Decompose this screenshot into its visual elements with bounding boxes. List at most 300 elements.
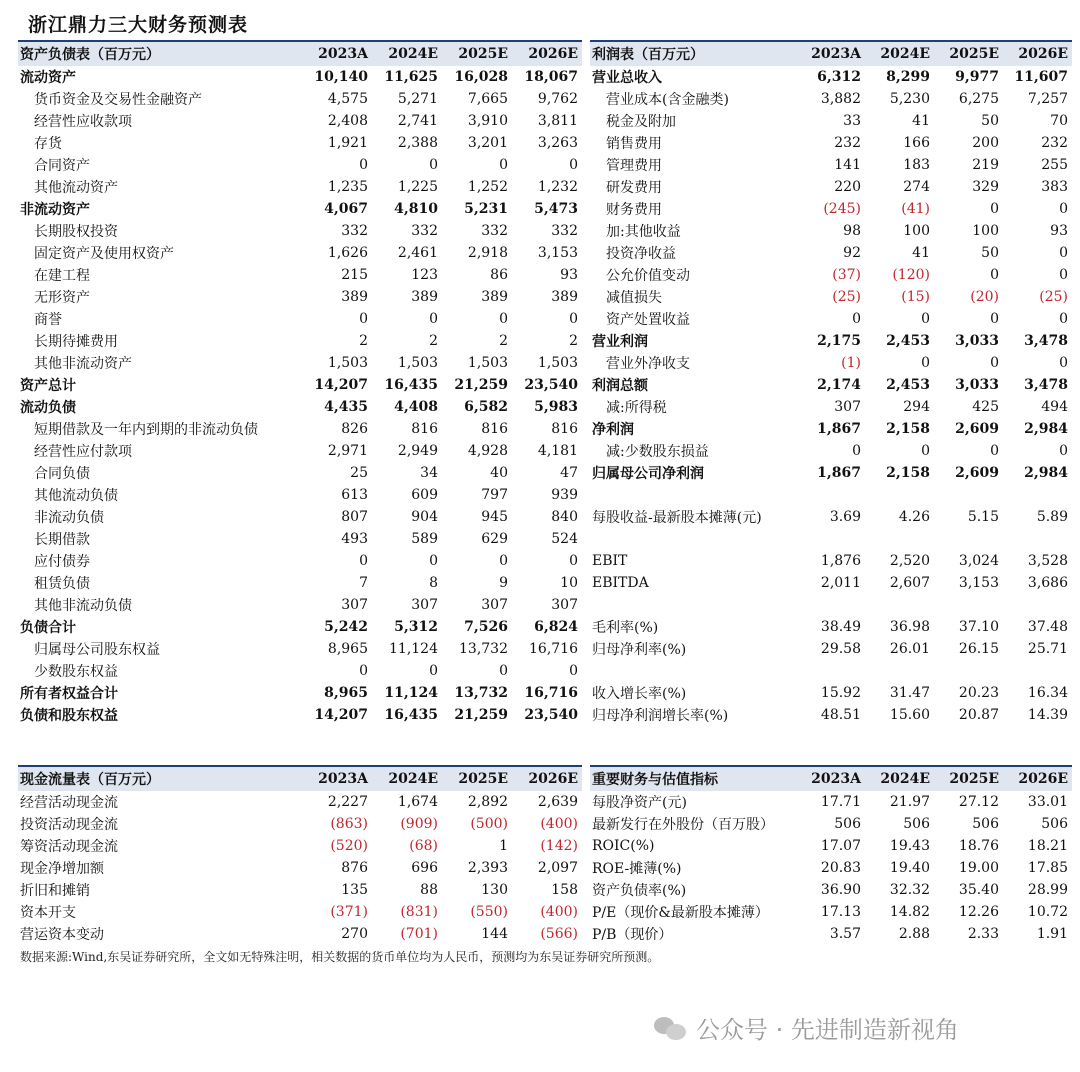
cell-value: 2 [359, 333, 368, 349]
cell-value: 274 [903, 179, 930, 195]
cell-value: 2,971 [327, 443, 368, 459]
cell-value: 0 [429, 157, 438, 173]
table-header-row [18, 41, 582, 66]
cell-value: 3.57 [829, 926, 861, 942]
cell-value [934, 594, 1003, 616]
table-row [18, 352, 582, 374]
cell-value: 17.71 [820, 794, 861, 810]
cell-value: 20.23 [958, 685, 999, 701]
table-row [590, 682, 1072, 704]
cell-value: 98 [843, 223, 861, 239]
cell-value: 9,977 [955, 69, 999, 85]
table-row [590, 813, 1072, 835]
cell-value: 5,271 [397, 91, 438, 107]
cell-value: 37.10 [958, 619, 999, 635]
cell-value: 36.90 [820, 882, 861, 898]
cell-value: 2,520 [889, 553, 930, 569]
balance-sheet-table [18, 40, 582, 726]
cell-value: 2,175 [817, 333, 861, 349]
cell-value: 13,732 [454, 685, 508, 701]
cell-value: 0 [499, 311, 508, 327]
cell-value: (701) [400, 926, 438, 942]
table-row [18, 264, 582, 286]
cell-value: 21.97 [889, 794, 930, 810]
cell-value: 2,097 [537, 860, 578, 876]
cell-value: 2,892 [467, 794, 508, 810]
table-title: 资产负债表（百万元） [18, 41, 302, 66]
table-row [18, 857, 582, 879]
cell-value: 493 [341, 531, 368, 547]
row-label: 长期借款 [34, 532, 90, 548]
cell-value: 21,259 [454, 707, 508, 723]
cell-value: 0 [990, 443, 999, 459]
row-label: EBITDA [592, 575, 649, 591]
row-label: 归母净利润增长率(%) [592, 708, 729, 724]
table-row [590, 88, 1072, 110]
cell-value: 48.51 [820, 707, 861, 723]
cell-value: 9 [499, 575, 508, 591]
row-label: 流动负债 [20, 400, 76, 416]
cell-value: 33 [843, 113, 861, 129]
cell-value: 0 [1059, 245, 1068, 261]
cell-value: 2,918 [467, 245, 508, 261]
cell-value: (41) [901, 201, 930, 217]
cell-value: 3,201 [467, 135, 508, 151]
row-label: 营运资本变动 [20, 927, 104, 943]
cell-value: 6,582 [464, 399, 508, 415]
cell-value: (500) [470, 816, 508, 832]
cell-value: 35.40 [958, 882, 999, 898]
cell-value: 1,503 [397, 355, 438, 371]
table-row [590, 242, 1072, 264]
cell-value: 8 [429, 575, 438, 591]
row-label: 营业总收入 [592, 70, 662, 86]
row-label: 税金及附加 [606, 114, 676, 130]
cell-value: 255 [1041, 157, 1068, 173]
cell-value: (25) [1039, 289, 1068, 305]
row-label: 非流动资产 [20, 202, 90, 218]
cell-value: 2,949 [397, 443, 438, 459]
cell-value: 14.39 [1027, 707, 1068, 723]
cell-value: 1,674 [397, 794, 438, 810]
cell-value: 18.76 [958, 838, 999, 854]
key-metrics-table [590, 765, 1072, 945]
row-label: 其他非流动负债 [34, 598, 132, 614]
cell-value: 0 [359, 311, 368, 327]
cell-value: 3,686 [1027, 575, 1068, 591]
row-label: 归母净利率(%) [592, 642, 687, 658]
cell-value: 1,867 [817, 465, 861, 481]
year-header: 2025E [442, 766, 512, 791]
row-label: 短期借款及一年内到期的非流动负债 [34, 422, 258, 438]
cell-value: 13,732 [459, 641, 508, 657]
cell-value: 2,607 [889, 575, 930, 591]
row-label: 减:少数股东损益 [606, 444, 709, 460]
cell-value: 2,453 [886, 377, 930, 393]
cell-value: 88 [420, 882, 438, 898]
row-label: 营业利润 [592, 334, 648, 350]
cell-value: 4,928 [467, 443, 508, 459]
cell-value: 5,242 [324, 619, 368, 635]
cell-value: 2,388 [397, 135, 438, 151]
cell-value: 40 [490, 465, 508, 481]
cell-value: (1) [841, 355, 861, 371]
cell-value: 16,435 [384, 707, 438, 723]
table-row [18, 528, 582, 550]
cell-value: 8,299 [886, 69, 930, 85]
year-header: 2023A [796, 41, 865, 66]
cell-value: 3,478 [1024, 377, 1068, 393]
income-statement-table [590, 40, 1072, 726]
cell-value: 1,235 [327, 179, 368, 195]
cell-value: 4,408 [394, 399, 438, 415]
cell-value: 11,124 [389, 641, 438, 657]
row-label [590, 660, 796, 682]
cell-value: 0 [429, 311, 438, 327]
cell-value: 41 [912, 245, 930, 261]
cell-value: (520) [330, 838, 368, 854]
table-row [590, 110, 1072, 132]
row-label: 每股收益-最新股本摊薄(元) [592, 510, 762, 526]
cell-value: 20.87 [958, 707, 999, 723]
cell-value: 1,503 [537, 355, 578, 371]
row-label: 公允价值变动 [606, 268, 690, 284]
cell-value: 219 [972, 157, 999, 173]
cell-value: 4,810 [394, 201, 438, 217]
table-row [18, 418, 582, 440]
cell-value: 20.83 [820, 860, 861, 876]
table-header-row [590, 41, 1072, 66]
cell-value: 2,609 [955, 421, 999, 437]
table-row [590, 396, 1072, 418]
cell-value: 425 [972, 399, 999, 415]
cell-value: 6,824 [534, 619, 578, 635]
row-label: 长期股权投资 [34, 224, 118, 240]
cell-value: 7,257 [1027, 91, 1068, 107]
cell-value: 1,626 [327, 245, 368, 261]
row-label: 资产处置收益 [606, 312, 690, 328]
table-row [18, 440, 582, 462]
table-row [18, 396, 582, 418]
table-row [18, 550, 582, 572]
row-label: 经营性应收款项 [34, 114, 132, 130]
cell-value: 93 [560, 267, 578, 283]
cell-value: (245) [823, 201, 861, 217]
cell-value: 16,716 [524, 685, 578, 701]
row-label: P/B（现价） [592, 927, 673, 943]
table-row [18, 110, 582, 132]
table-row [18, 791, 582, 813]
cell-value: 14.82 [889, 904, 930, 920]
cell-value: 86 [490, 267, 508, 283]
cell-value [865, 660, 934, 682]
cell-value: 0 [1059, 443, 1068, 459]
table-title: 利润表（百万元） [590, 41, 796, 66]
cell-value: 41 [912, 113, 930, 129]
table-row [590, 330, 1072, 352]
table-row [18, 286, 582, 308]
row-label: 收入增长率(%) [592, 686, 687, 702]
cell-value: 25 [350, 465, 368, 481]
cell-value: 3.69 [829, 509, 861, 525]
cell-value: (142) [540, 838, 578, 854]
cell-value: 17.13 [820, 904, 861, 920]
table-header-row [590, 766, 1072, 791]
cell-value: 0 [990, 311, 999, 327]
table-row [590, 660, 1072, 682]
cell-value: 329 [972, 179, 999, 195]
cell-value: 232 [1041, 135, 1068, 151]
table-row [590, 66, 1072, 88]
table-row [18, 901, 582, 923]
cell-value [865, 528, 934, 550]
cell-value: 141 [834, 157, 861, 173]
cell-value: 0 [852, 443, 861, 459]
cashflow-table [18, 765, 582, 945]
cell-value: 797 [481, 487, 508, 503]
cell-value: 1.91 [1036, 926, 1068, 942]
cell-value: (566) [540, 926, 578, 942]
row-label: 投资净收益 [606, 246, 676, 262]
cell-value: 17.07 [820, 838, 861, 854]
cell-value: 2,984 [1024, 421, 1068, 437]
cell-value: 26.15 [958, 641, 999, 657]
cell-value: 158 [551, 882, 578, 898]
cell-value: 2 [569, 333, 578, 349]
cell-value: 11,625 [384, 69, 438, 85]
cell-value: 47 [560, 465, 578, 481]
cell-value: (550) [470, 904, 508, 920]
cell-value: 23,540 [524, 707, 578, 723]
row-label: 负债和股东权益 [20, 708, 118, 724]
table-row [590, 418, 1072, 440]
cell-value: (863) [330, 816, 368, 832]
row-label: 营业外净收支 [606, 356, 690, 372]
cell-value: 5.15 [967, 509, 999, 525]
cell-value: 0 [1059, 267, 1068, 283]
cell-value: 5,312 [394, 619, 438, 635]
row-label: 减:所得税 [606, 400, 667, 416]
cell-value: 2 [499, 333, 508, 349]
cell-value: 21,259 [454, 377, 508, 393]
row-label: 资产总计 [20, 378, 76, 394]
cell-value: 2,158 [886, 465, 930, 481]
table-row [590, 352, 1072, 374]
cell-value: 0 [429, 663, 438, 679]
cell-value: 389 [551, 289, 578, 305]
cell-value: 19.40 [889, 860, 930, 876]
cell-value: 123 [411, 267, 438, 283]
cell-value [934, 528, 1003, 550]
cell-value: 26.01 [889, 641, 930, 657]
table-row [18, 879, 582, 901]
row-label [590, 484, 796, 506]
row-label: P/E（现价&最新股本摊薄） [592, 905, 769, 921]
row-label [590, 528, 796, 550]
page-title: 浙江鼎力三大财务预测表 [28, 14, 249, 36]
cell-value: 93 [1050, 223, 1068, 239]
cell-value: 332 [481, 223, 508, 239]
cell-value: 100 [972, 223, 999, 239]
cell-value: 1,876 [820, 553, 861, 569]
cell-value: 4,181 [537, 443, 578, 459]
cell-value: 5.89 [1036, 509, 1068, 525]
cell-value: 0 [990, 355, 999, 371]
row-label: 毛利率(%) [592, 620, 659, 636]
row-label: 资产负债率(%) [592, 883, 687, 899]
table-row [590, 638, 1072, 660]
cell-value: 0 [569, 311, 578, 327]
row-label: 流动资产 [20, 70, 76, 86]
cell-value: 2.33 [967, 926, 999, 942]
cell-value: 3,153 [958, 575, 999, 591]
row-label: 资本开支 [20, 905, 76, 921]
cell-value: (400) [540, 816, 578, 832]
row-label: 无形资产 [34, 290, 90, 306]
footnote: 数据来源:Wind,东吴证券研究所，全文如无特殊注明，相关数据的货币单位均为人民币，预测均为东吴证券研究所预测。 [20, 950, 660, 964]
cell-value: (400) [540, 904, 578, 920]
cell-value: 2 [429, 333, 438, 349]
table-row [18, 176, 582, 198]
cell-value: 904 [411, 509, 438, 525]
cell-value: 9,762 [537, 91, 578, 107]
cell-value: 2,461 [397, 245, 438, 261]
table-row [18, 572, 582, 594]
cell-value: 332 [551, 223, 578, 239]
cell-value: 389 [341, 289, 368, 305]
cell-value: 0 [1059, 355, 1068, 371]
table-header-row [18, 766, 582, 791]
cell-value: 4,435 [324, 399, 368, 415]
cell-value [796, 594, 865, 616]
row-label: 归属母公司股东权益 [34, 642, 160, 658]
row-label: 应付债券 [34, 554, 90, 570]
row-label: 少数股东权益 [34, 664, 118, 680]
cell-value: 840 [551, 509, 578, 525]
cell-value: 18,067 [524, 69, 578, 85]
table-row [590, 462, 1072, 484]
table-row [590, 506, 1072, 528]
row-label: 合同负债 [34, 466, 90, 482]
cell-value: 0 [921, 443, 930, 459]
cell-value: 10,140 [314, 69, 368, 85]
cell-value: 4.26 [898, 509, 930, 525]
table-row [590, 923, 1072, 945]
cell-value: (120) [892, 267, 930, 283]
cell-value: 166 [903, 135, 930, 151]
table-row [18, 835, 582, 857]
cell-value: 31.47 [889, 685, 930, 701]
cell-value: 3,153 [537, 245, 578, 261]
cell-value: (20) [970, 289, 999, 305]
cell-value: 0 [921, 311, 930, 327]
table-row [18, 330, 582, 352]
cell-value: 0 [429, 553, 438, 569]
cell-value: 816 [481, 421, 508, 437]
table-row [18, 660, 582, 682]
cell-value: 0 [499, 553, 508, 569]
cell-value: 19.43 [889, 838, 930, 854]
cell-value [796, 528, 865, 550]
cell-value: 33.01 [1027, 794, 1068, 810]
cell-value: 876 [341, 860, 368, 876]
table-row [590, 220, 1072, 242]
table-row [590, 616, 1072, 638]
cell-value: 200 [972, 135, 999, 151]
table-row [590, 835, 1072, 857]
cell-value: 135 [341, 882, 368, 898]
cell-value: 14,207 [314, 377, 368, 393]
cell-value: 0 [569, 553, 578, 569]
year-header: 2026E [512, 766, 582, 791]
cell-value [865, 484, 934, 506]
row-label: 净利润 [592, 422, 634, 438]
row-label: 合同资产 [34, 158, 90, 174]
cell-value: 5,983 [534, 399, 578, 415]
cell-value: 3,811 [537, 113, 578, 129]
row-label: 营业成本(含金融类) [606, 92, 729, 108]
cell-value: 494 [1041, 399, 1068, 415]
cell-value: 5,230 [889, 91, 930, 107]
year-header: 2025E [934, 766, 1003, 791]
table-row [590, 901, 1072, 923]
cell-value: 2,408 [327, 113, 368, 129]
cell-value: 1 [499, 838, 508, 854]
cell-value: 6,275 [958, 91, 999, 107]
cell-value: 2,609 [955, 465, 999, 481]
cell-value: 294 [903, 399, 930, 415]
row-label: 在建工程 [34, 268, 90, 284]
row-label: 销售费用 [606, 136, 662, 152]
row-label: 折旧和摊销 [20, 883, 90, 899]
cell-value: 696 [411, 860, 438, 876]
table-row [18, 308, 582, 330]
cell-value: (68) [409, 838, 438, 854]
cell-value: 0 [359, 157, 368, 173]
cell-value: 2,984 [1024, 465, 1068, 481]
table-row [590, 176, 1072, 198]
cell-value [865, 594, 934, 616]
watermark-text: 公众号 · 先进制造新视角 [696, 1016, 959, 1044]
table-row [18, 638, 582, 660]
cell-value: 36.98 [889, 619, 930, 635]
table-row [590, 550, 1072, 572]
cell-value: 0 [499, 157, 508, 173]
row-label: 货币资金及交易性金融资产 [34, 92, 202, 108]
cell-value: 8,965 [327, 641, 368, 657]
cell-value: 7 [359, 575, 368, 591]
cell-value: 589 [411, 531, 438, 547]
cell-value: (371) [330, 904, 368, 920]
cell-value: 15.60 [889, 707, 930, 723]
cell-value: 4,575 [327, 91, 368, 107]
cell-value: (15) [901, 289, 930, 305]
table-row [590, 374, 1072, 396]
cell-value: 70 [1050, 113, 1068, 129]
cell-value: 2,174 [817, 377, 861, 393]
table-row [590, 286, 1072, 308]
row-label: 管理费用 [606, 158, 662, 174]
cell-value: 0 [921, 355, 930, 371]
cell-value: 609 [411, 487, 438, 503]
cell-value: 29.58 [820, 641, 861, 657]
cell-value: 389 [481, 289, 508, 305]
table-row [18, 66, 582, 88]
row-label: 租赁负债 [34, 576, 90, 592]
table-row [18, 198, 582, 220]
cell-value: 34 [420, 465, 438, 481]
cell-value: 939 [551, 487, 578, 503]
